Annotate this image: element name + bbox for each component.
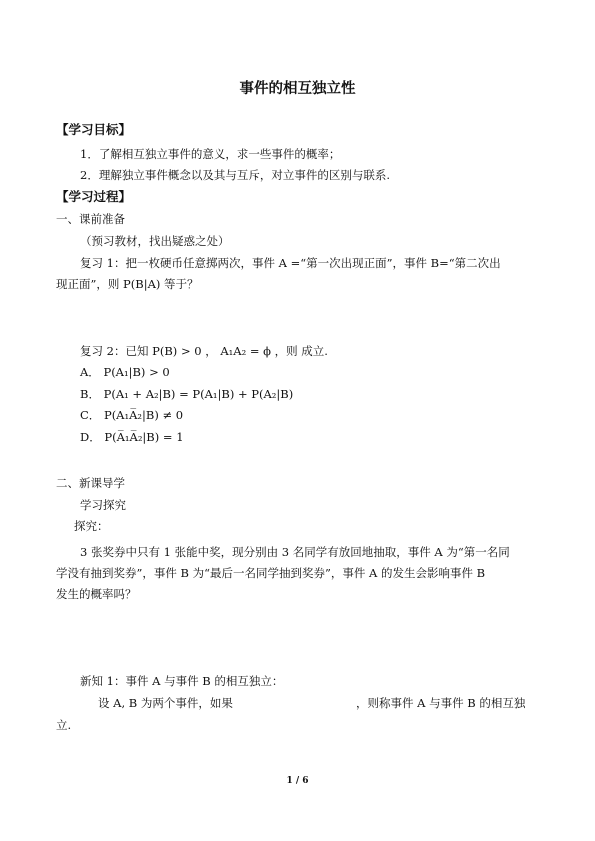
problem-line3: 发生的概率吗？ [56,587,137,601]
definition-line1-a: 设 A, B 为两个事件，如果 [98,696,233,710]
section1-note: （预习教材，找出疑惑之处） [80,234,230,248]
goal-item-2: 2．理解独立事件概念以及其与互斥，对立事件的区别与联系. [80,168,390,182]
review1-line1: 复习 1：把一枚硬币任意掷两次，事件 A =“第一次出现正面”，事件 B=“第二次出 [80,256,501,270]
problem-line1: 3 张奖券中只有 1 张能中奖，现分别由 3 名同学有放回地抽取，事件 A 为“第一名同 [80,545,510,559]
option-d: D． P(A̅₁A̅₂|B) = 1 [80,430,184,444]
review2: 复习 2：已知 P(B) > 0 ， A₁A₂ = ϕ ，则 成立. [80,344,328,358]
definition-line2: 立. [56,718,72,732]
goal-heading: 【学习目标】 [56,122,132,137]
explore-label: 探究： [74,519,109,533]
problem-line2: 学没有抽到奖券”，事件 B 为“最后一名同学抽到奖券”，事件 A 的发生会影响事件 B [56,566,486,580]
section1-title: 一、课前准备 [56,212,125,226]
section2-title: 二、新课导学 [56,476,125,490]
section2-sub: 学习探究 [80,498,126,512]
page-title: 事件的相互独立性 [239,81,356,97]
new-knowledge-1: 新知 1：事件 A 与事件 B 的相互独立： [80,674,284,688]
definition-line1-b: ，则称事件 A 与事件 B 的相互独 [356,696,526,710]
process-heading: 【学习过程】 [56,189,132,204]
page-number: 1 / 6 [286,776,309,786]
option-a: A． P(A₁|B) > 0 [80,365,170,379]
goal-item-1: 1．了解相互独立事件的意义，求一些事件的概率； [80,147,341,161]
option-c: C． P(A₁A̅₂|B) ≠ 0 [80,408,184,422]
option-b: B． P(A₁ + A₂|B) = P(A₁|B) + P(A₂|B) [80,387,294,401]
review1-line2: 现正面”，则 P(B|A) 等于？ [56,277,199,291]
